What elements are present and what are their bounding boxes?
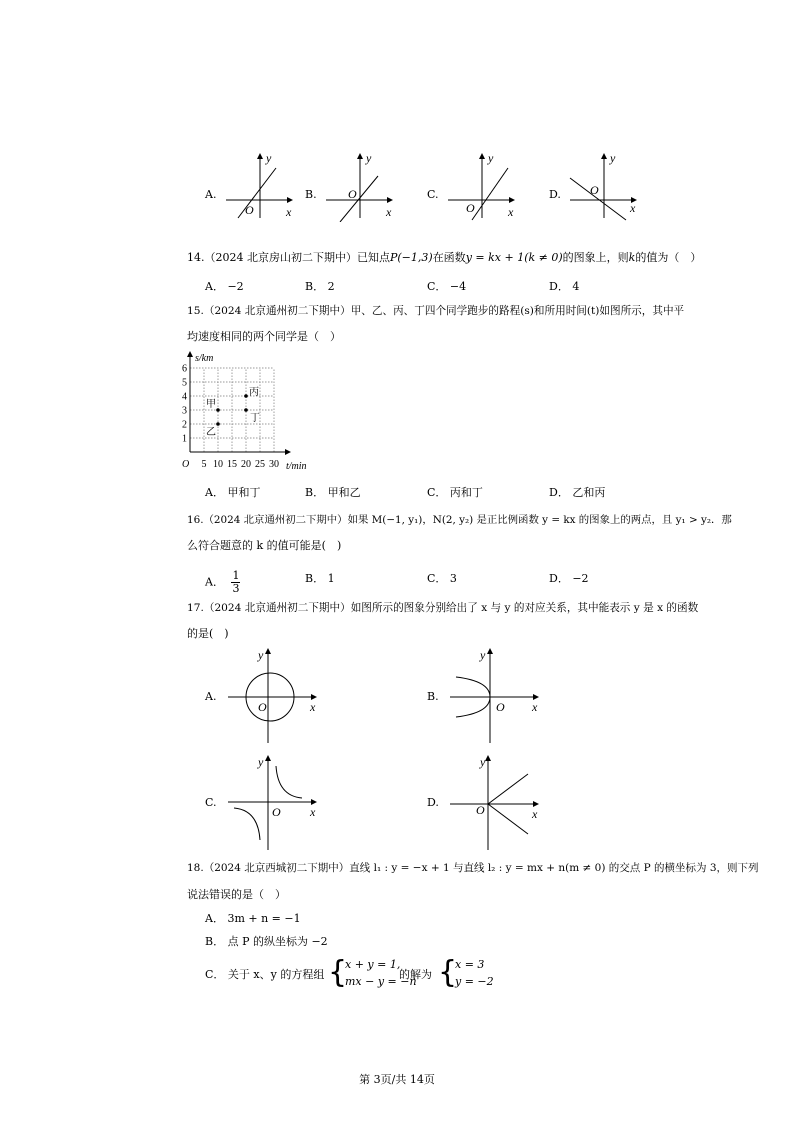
q14-text-g: 的值为（ ）	[635, 251, 702, 264]
q16-fraction	[231, 570, 240, 595]
q13-graph-b	[320, 150, 400, 222]
q18-sys2-eq2: y = −2	[455, 975, 494, 988]
q14-option-b[interactable]: B． 2	[305, 280, 335, 293]
data-label: 乙	[206, 427, 216, 438]
brace-icon: {	[438, 955, 458, 990]
y-tick-label: 2	[182, 419, 187, 431]
origin-label: O	[272, 805, 281, 819]
origin-label: O	[476, 803, 485, 817]
q15-line1: 15.（2024 北京通州初二下期中）甲、乙、丙、丁四个同学跑步的路程(s)和所用时间(t)如图所示，其中平	[187, 305, 685, 317]
origin-label: O	[466, 201, 475, 215]
y-tick-label: 4	[182, 391, 187, 403]
q17-option-d-label: D.	[427, 796, 439, 809]
q14-option-d[interactable]: D． 4	[549, 280, 580, 293]
brace-icon: {	[328, 955, 348, 990]
q17-graph-b	[444, 645, 548, 745]
origin-label: O	[245, 203, 254, 217]
x-tick-label: 30	[269, 459, 279, 470]
x-label: x	[508, 205, 514, 219]
q18-sys1-eq1: x + y = 1,	[345, 958, 401, 971]
q14-text-a: 14.（2024 北京房山初二下期中）已知点	[187, 251, 390, 264]
q16-line2: 么符合题意的 k 的值可能是( )	[187, 539, 342, 552]
x-label: x	[386, 205, 392, 219]
x-tick-label: 5	[201, 459, 207, 470]
y-label: y	[258, 648, 264, 662]
data-point-丙	[244, 394, 248, 398]
q18-sys2-eq1: x = 3	[455, 958, 485, 971]
q14-k: k	[628, 251, 636, 264]
q15-option-b[interactable]: B． 甲和乙	[305, 486, 361, 499]
q17-option-b-label: B.	[427, 690, 439, 703]
data-point-甲	[216, 408, 220, 412]
data-point-丁	[244, 408, 248, 412]
q13-graph-d	[564, 150, 644, 222]
x-tick-label: 25	[255, 459, 265, 470]
q13-option-a-label: A.	[205, 188, 217, 201]
fraction-denominator: 3	[232, 582, 240, 595]
q17-line2: 的是( )	[187, 627, 229, 640]
q18-sys1-eq2: mx − y = −n	[345, 975, 417, 988]
origin-label: O	[496, 700, 505, 714]
q16-option-d[interactable]: D． −2	[549, 572, 589, 585]
chart-y-label: s/km	[195, 353, 214, 364]
y-label: y	[266, 151, 272, 165]
function-line	[238, 168, 276, 218]
q17-line1: 17.（2024 北京通州初二下期中）如图所示的图象分别给出了 x 与 y 的对应关系，其中能表示 y 是 x 的函数	[187, 602, 699, 614]
x-label: x	[310, 805, 316, 819]
q15-line2: 均速度相同的两个同学是（ ）	[187, 330, 341, 343]
y-tick-label: 3	[182, 405, 187, 417]
function-line	[340, 176, 378, 222]
x-label: x	[286, 205, 292, 219]
x-label: x	[532, 700, 538, 714]
q16-line1: 16.（2024 北京通州初二下期中）如果 M(−1, y₁)，N(2, y₂) 是正比例函数 y = kx 的图象上的两点，且 y₁ > y₂．那	[187, 514, 732, 526]
q14-point-p: P(−1,3)	[389, 251, 433, 264]
y-label: y	[480, 648, 486, 662]
q15-option-c[interactable]: C． 丙和丁	[427, 486, 483, 499]
q15-option-d[interactable]: D． 乙和丙	[549, 486, 606, 499]
chart-grid	[190, 368, 274, 452]
q17-option-c-label: C.	[205, 796, 217, 809]
y-tick-label: 5	[182, 377, 187, 389]
y-label: y	[366, 151, 372, 165]
q13-graph-c	[442, 150, 522, 222]
q18-option-b[interactable]: B． 点 P 的纵坐标为 −2	[205, 935, 328, 948]
data-label: 丙	[249, 387, 259, 398]
q14-question	[187, 249, 701, 265]
chart-x-label: t/min	[286, 461, 307, 472]
data-point-乙	[216, 422, 220, 426]
y-tick-label: 6	[182, 363, 187, 375]
q16-option-a[interactable]	[205, 570, 240, 595]
x-label: x	[532, 807, 538, 821]
y-label: y	[258, 755, 264, 769]
y-label: y	[610, 151, 616, 165]
q18-line2: 说法错误的是（ ）	[187, 888, 286, 901]
chart-origin: O	[182, 459, 190, 470]
q16-option-c[interactable]: C． 3	[427, 572, 457, 585]
y-tick-label: 1	[182, 433, 187, 445]
chart-points	[206, 386, 260, 438]
q14-function: y = kx + 1(k ≠ 0)	[465, 251, 563, 264]
x-tick-label: 10	[213, 459, 223, 470]
q17-graph-a	[222, 645, 326, 745]
q18-option-c-mid: 的解为	[399, 968, 432, 981]
chart-y-ticks	[182, 364, 187, 445]
data-label: 丁	[250, 413, 260, 424]
q16-option-b[interactable]: B． 1	[305, 572, 335, 585]
origin-label: O	[348, 187, 357, 201]
origin-label: O	[258, 700, 267, 714]
q13-graph-a	[220, 150, 300, 222]
q15-chart	[178, 350, 318, 474]
q17-graph-d	[444, 752, 548, 852]
y-label: y	[480, 755, 486, 769]
page-footer: 第 3页/共 14页	[359, 1073, 435, 1086]
q13-option-c-label: C.	[427, 188, 439, 201]
hyperbola-branch-left	[234, 808, 260, 840]
q17-graph-c	[222, 752, 326, 852]
q14-option-a[interactable]: A． −2	[205, 280, 244, 293]
q18-option-c-prefix: C． 关于 x、y 的方程组	[205, 968, 325, 981]
origin-label: O	[590, 183, 599, 197]
x-tick-label: 20	[241, 459, 251, 470]
ray-lower	[488, 804, 528, 834]
ray-upper	[488, 774, 528, 804]
q18-option-a[interactable]: A． 3m + n = −1	[205, 912, 301, 925]
q16-option-a-label: A．	[205, 575, 224, 589]
q13-option-d-label: D.	[549, 188, 561, 201]
function-line	[472, 168, 508, 220]
q15-option-a[interactable]: A． 甲和丁	[205, 486, 261, 499]
q17-option-a-label: A.	[205, 690, 217, 703]
x-label: x	[630, 201, 636, 215]
q14-text-e: 的图象上，则	[562, 251, 629, 264]
fraction-numerator: 1	[232, 569, 240, 582]
q18-line1: 18.（2024 北京西城初二下期中）直线 l₁ : y = −x + 1 与直线 l₂ : y = mx + n(m ≠ 0) 的交点 P 的横坐标为 3，则下列	[187, 862, 759, 874]
q14-text-c: 在函数	[432, 251, 466, 264]
data-label: 甲	[206, 399, 216, 410]
q13-option-b-label: B.	[305, 188, 317, 201]
chart-x-ticks	[202, 459, 280, 470]
x-label: x	[310, 700, 316, 714]
x-tick-label: 15	[227, 459, 237, 470]
y-label: y	[488, 151, 494, 165]
q14-option-c[interactable]: C． −4	[427, 280, 467, 293]
hyperbola-branch-right	[276, 766, 302, 798]
